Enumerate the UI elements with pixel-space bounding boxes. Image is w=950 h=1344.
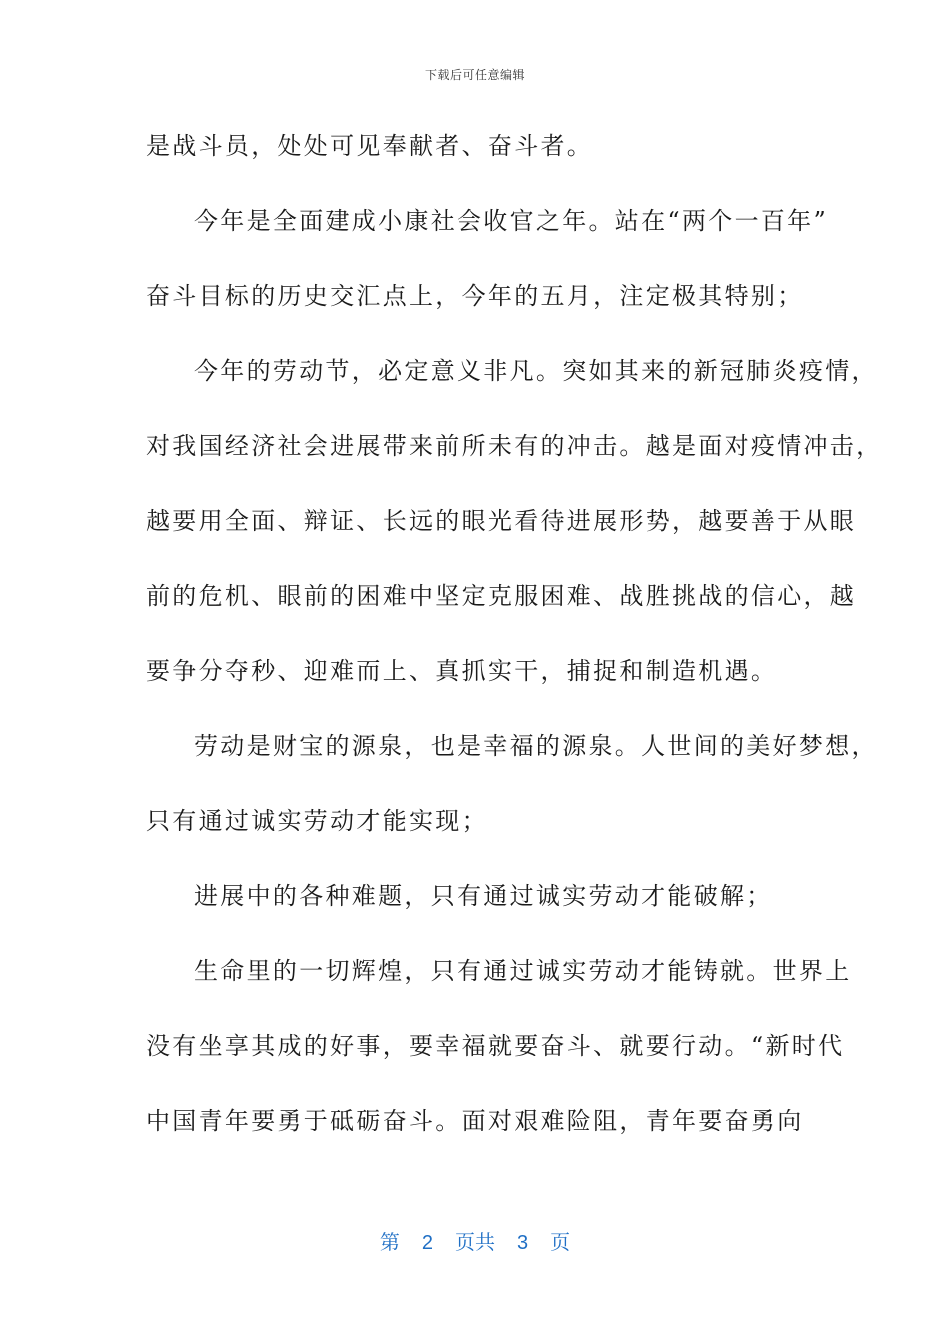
text-line: 今年的劳动节，必定意义非凡。突如其来的新冠肺炎疫情， [194,357,878,385]
footer-prefix: 第 [379,1232,400,1254]
text-line: 进展中的各种难题，只有通过诚实劳动才能破解； [194,882,773,910]
text-line: 越要用全面、辩证、长远的眼光看待进展形势，越要善于从眼 [146,507,857,535]
text-line: 要争分夺秒、迎难而上、真抓实干，捕捉和制造机遇。 [146,657,778,685]
text-line: 是战斗员，处处可见奉献者、奋斗者。 [146,132,594,160]
footer-middle: 页共 [455,1232,495,1254]
current-page-number: 2 [421,1232,433,1254]
text-line: 生命里的一切辉煌，只有通过诚实劳动才能铸就。世界上 [194,957,852,985]
text-line: 只有通过诚实劳动才能实现； [146,807,488,835]
footer-suffix: 页 [550,1232,571,1254]
text-line: 对我国经济社会进展带来前所未有的冲击。越是面对疫情冲击， [146,432,883,460]
text-line: 劳动是财宝的源泉，也是幸福的源泉。人世间的美好梦想， [194,732,878,760]
text-line: 今年是全面建成小康社会收官之年。站在“两个一百年” [194,207,829,235]
text-line: 前的危机、眼前的困难中坚定克服困难、战胜挑战的信心，越 [146,582,857,610]
text-line: 没有坐享其成的好事，要幸福就要奋斗、就要行动。“新时代 [146,1032,845,1060]
page-number-footer [0,1226,950,1255]
total-pages-number: 3 [517,1232,529,1254]
text-line: 中国青年要勇于砥砺奋斗。面对艰难险阻，青年要奋勇向 [146,1107,804,1135]
header-note: 下载后可任意编辑 [424,68,525,82]
text-line: 奋斗目标的历史交汇点上，今年的五月，注定极其特别； [146,282,804,310]
